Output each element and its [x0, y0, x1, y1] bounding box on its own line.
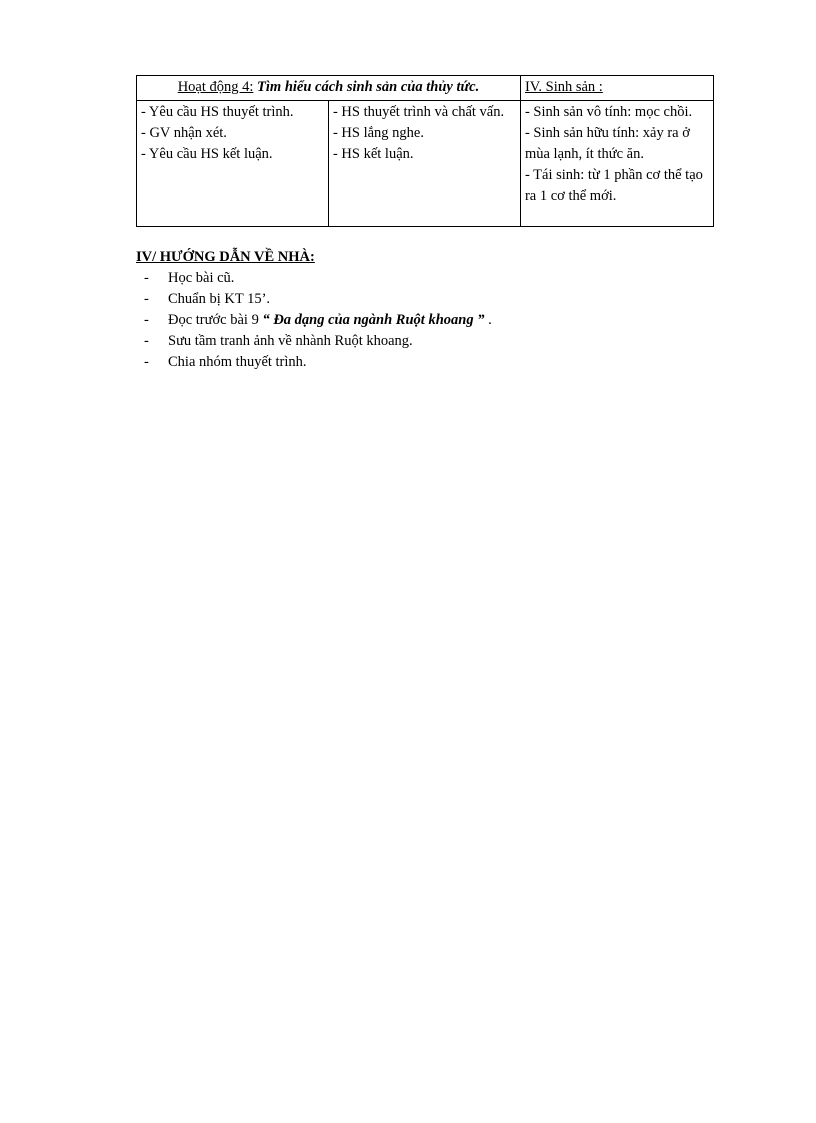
- homework-section: [136, 246, 716, 373]
- list-item: [136, 352, 716, 373]
- homework-title: IV/ HƯỚNG DẪN VỀ NHÀ:: [136, 249, 315, 265]
- teacher-line: - Yêu cầu HS kết luận.: [141, 146, 273, 162]
- student-activity-cell: [328, 101, 520, 227]
- lesson-title: “ Đa dạng của ngành Ruột khoang ”: [262, 312, 485, 328]
- teacher-activity-cell: [137, 101, 329, 227]
- lesson-table: [136, 75, 714, 227]
- content-line: - Sinh sản hữu tính: xảy ra ở mùa lạnh, ít thức ăn.: [524, 125, 690, 162]
- content-line: - Sinh sản vô tính: mọc chồi.: [524, 104, 693, 120]
- teacher-line: - Yêu cầu HS thuyết trình.: [141, 104, 294, 120]
- list-item: [136, 268, 716, 289]
- homework-list: [136, 268, 716, 373]
- list-item-text: Học bài cũ.: [168, 270, 235, 286]
- student-line: - HS thuyết trình và chất vấn.: [332, 104, 505, 120]
- list-dash: -: [144, 270, 149, 286]
- list-item: [136, 289, 716, 310]
- content-cell: [520, 101, 713, 227]
- teacher-line: - GV nhận xét.: [141, 125, 227, 141]
- activity-label: Hoạt động 4:: [177, 79, 254, 95]
- list-item: [136, 331, 716, 352]
- list-item-text: Chia nhóm thuyết trình.: [168, 354, 307, 370]
- activity-header: [137, 76, 521, 101]
- section-label: IV. Sinh sản :: [524, 79, 603, 95]
- list-item-text: Sưu tầm tranh ảnh về nhành Ruột khoang.: [168, 333, 413, 349]
- content-line: - Tái sinh: từ 1 phần cơ thể tạo ra 1 cơ thể mới.: [524, 167, 703, 204]
- list-dash: -: [144, 312, 149, 328]
- table-row: [137, 101, 714, 227]
- list-dash: -: [144, 291, 149, 307]
- list-item-text: Chuẩn bị KT 15’.: [168, 291, 271, 307]
- table-header-row: [137, 76, 714, 101]
- list-item-tail: .: [484, 312, 492, 328]
- student-line: - HS kết luận.: [332, 146, 414, 162]
- activity-title: Tìm hiểu cách sinh sản của thủy tức.: [257, 79, 480, 95]
- list-dash: -: [144, 333, 149, 349]
- list-item: [136, 310, 716, 331]
- list-dash: -: [144, 354, 149, 370]
- student-line: - HS lắng nghe.: [332, 125, 424, 141]
- list-item-text: Đọc trước bài 9: [168, 312, 263, 328]
- section-header: [520, 76, 713, 101]
